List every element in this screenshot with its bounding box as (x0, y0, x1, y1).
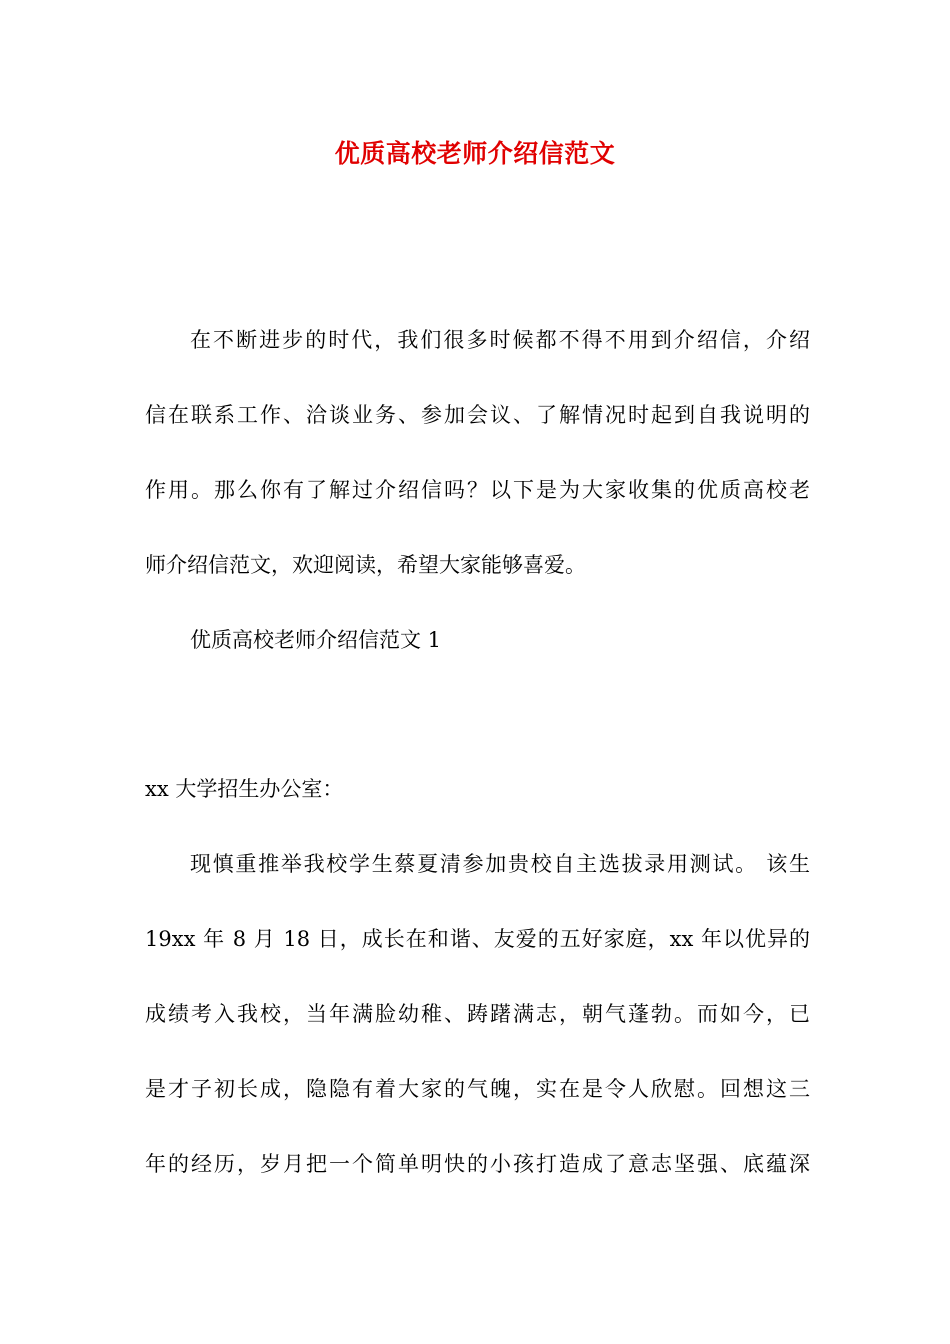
body-line: 现慎重推举我校学生蔡夏清参加贵校自主选拔录用测试。 该生 (190, 852, 810, 876)
section-heading: 优质高校老师介绍信范文 1 (190, 628, 442, 652)
intro-line: 作用。那么你有了解过介绍信吗？以下是为大家收集的优质高校老 (145, 478, 810, 502)
intro-line: 师介绍信范文，欢迎阅读，希望大家能够喜爱。 (145, 553, 586, 577)
intro-line: 在不断进步的时代，我们很多时候都不得不用到介绍信，介绍 (190, 328, 810, 352)
document-title: 优质高校老师介绍信范文 (334, 139, 616, 168)
body-line: 是才子初长成，隐隐有着大家的气魄，实在是令人欣慰。回想这三 (145, 1077, 810, 1101)
body-line: 成绩考入我校，当年满脸幼稚、踌躇满志，朝气蓬勃。而如今，已 (145, 1002, 810, 1026)
body-line: 19xx 年 8 月 18 日，成长在和谐、友爱的五好家庭，xx 年以优异的 (145, 927, 810, 951)
intro-line: 信在联系工作、洽谈业务、参加会议、了解情况时起到自我说明的 (145, 403, 810, 427)
salutation: xx 大学招生办公室： (145, 777, 344, 801)
body-line: 年的经历，岁月把一个简单明快的小孩打造成了意志坚强、底蕴深 (145, 1152, 810, 1176)
